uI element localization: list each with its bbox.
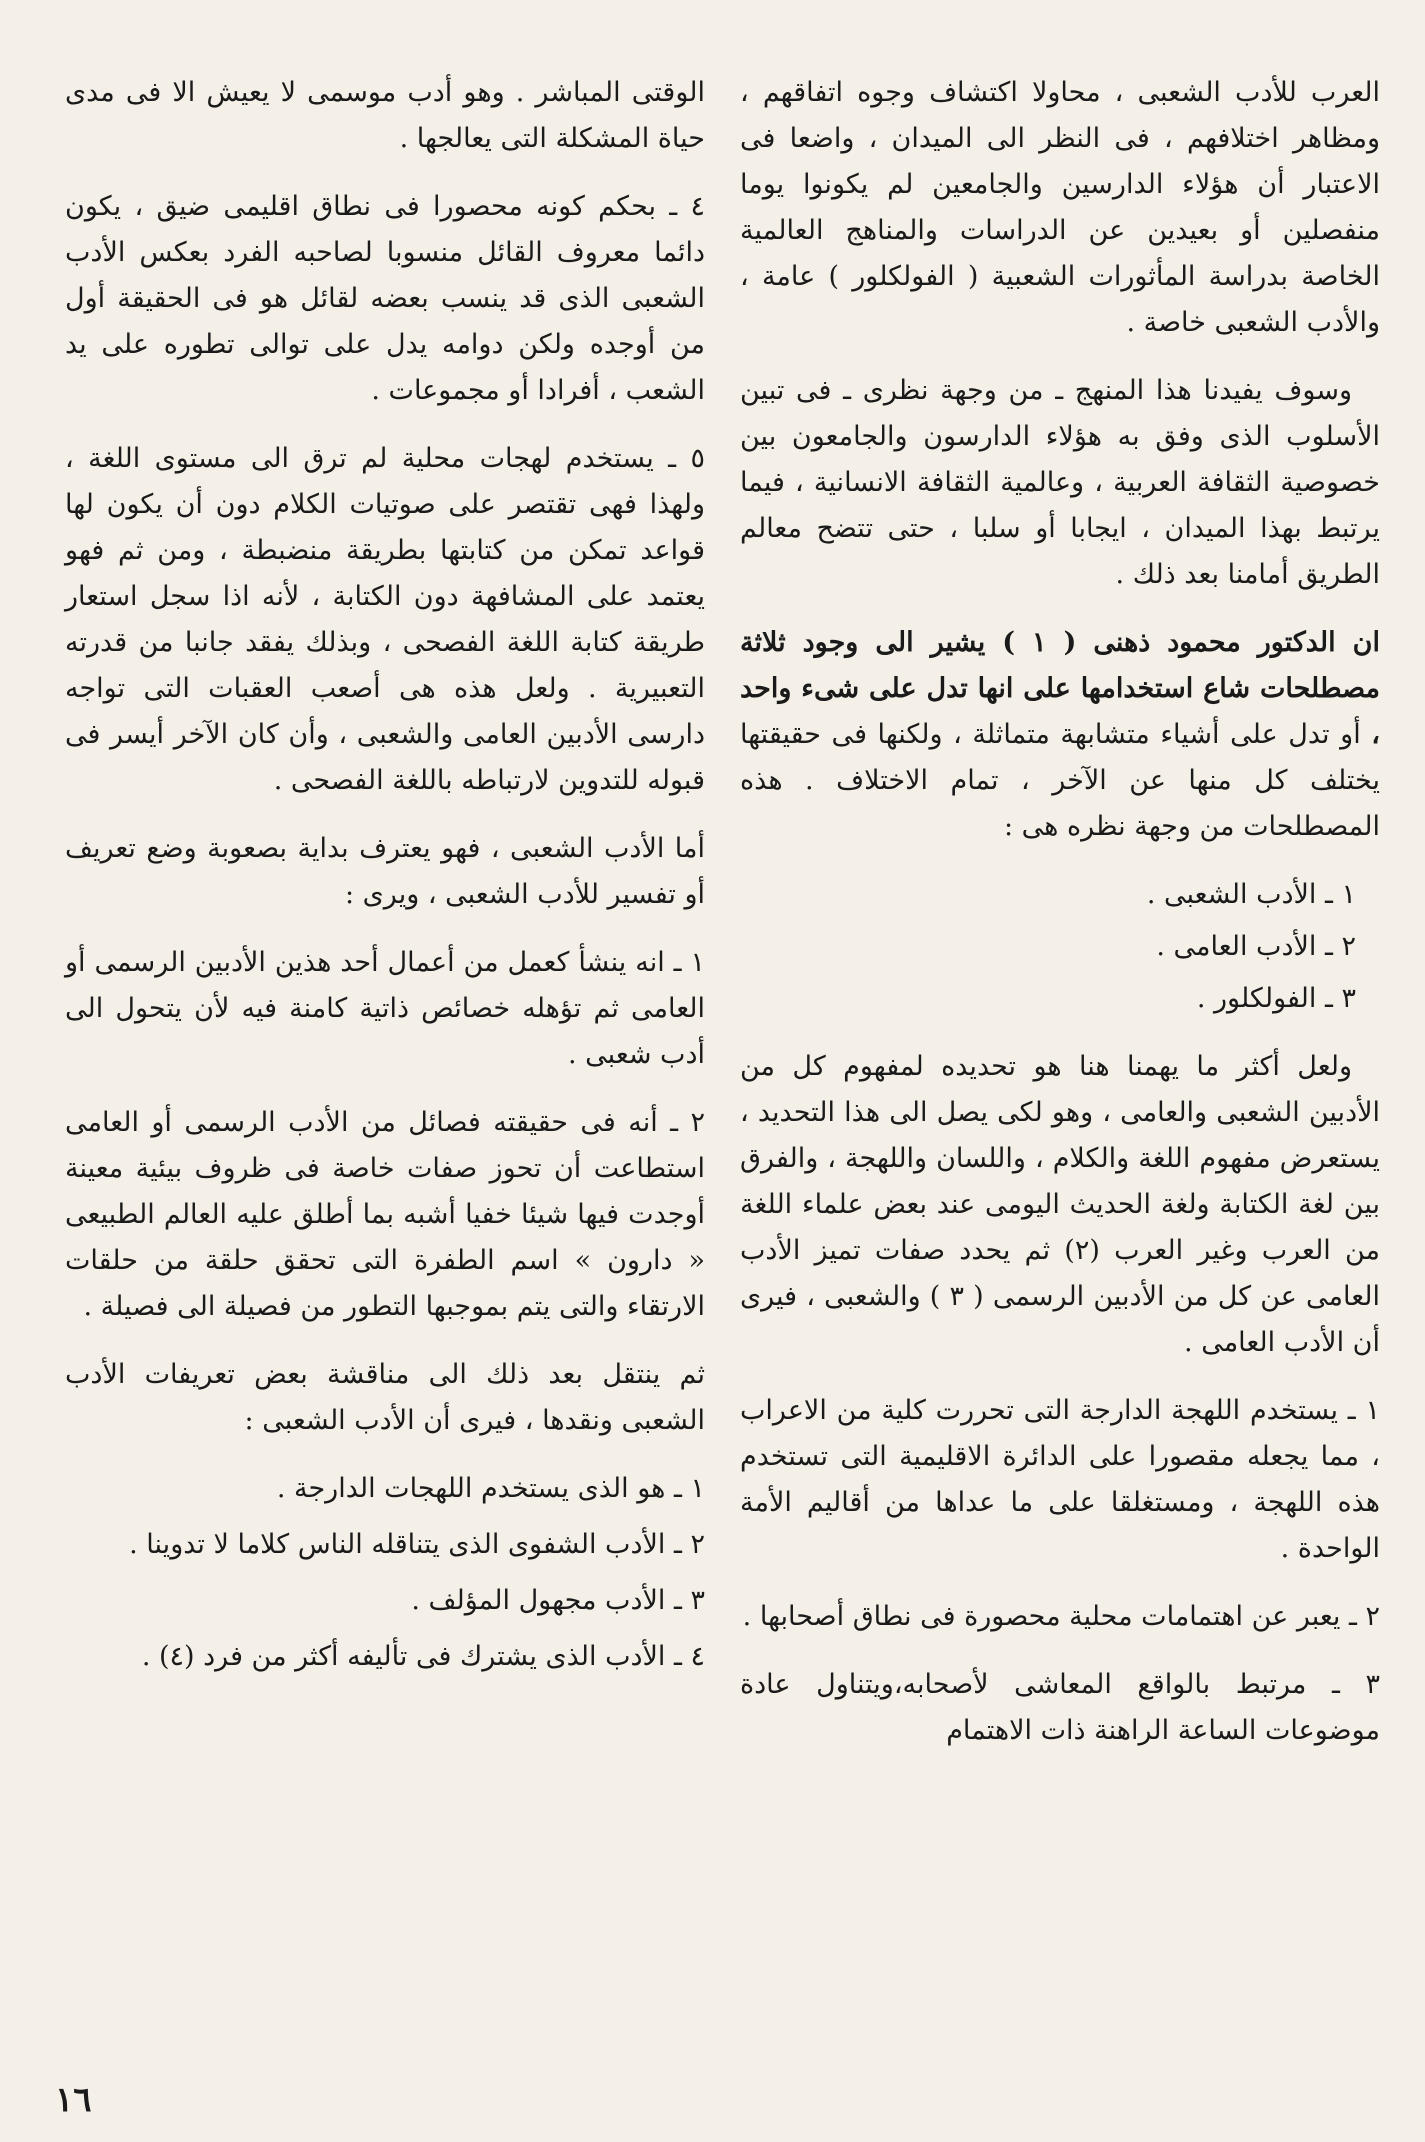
list-item: ٢ ـ الأدب الشفوى الذى يتناقله الناس كلاما لا تدوينا . [129, 1529, 705, 1560]
paragraph: ٢ ـ يعبر عن اهتمامات محلية محصورة فى نطاق أصحابها . [742, 1601, 1380, 1632]
list-item: ١ ـ الأدب الشعبى . [1146, 879, 1356, 910]
paragraph: ١ ـ يستخدم اللهجة الدارجة التى تحررت كلية من الاعراب ، مما يجعله مقصورا على الدائرة الاقليمية التى تستخدم هذه اللهجة ، ومستغلقا على ما عداها من أقاليم الأمة الواحدة . [740, 1395, 1380, 1564]
paragraph-text: أو تدل على أشياء متشابهة متماثلة ، ولكنها فى حقيقتها يختلف كل منها عن الآخر ، تمام الاختلاف . هذه المصطلحات من وجهة نظره هى : [740, 719, 1380, 842]
paragraph: ولعل أكثر ما يهمنا هنا هو تحديده لمفهوم كل من الأدبين الشعبى والعامى ، وهو لكى يصل الى هذا التحديد ، يستعرض مفهوم اللغة والكلام ، واللسان واللهجة ، والفرق بين لغة الكتابة ولغة الحديث اليومى عند بعض علماء اللغة من العرب وغير العرب (٢) ثم يحدد صفات تميز الأدب العامى عن كل من الأدبين الرسمى ( ٣ ) والشعبى ، فيرى أن الأدب العامى . [740, 1051, 1380, 1358]
bold-lead-sentence: ان الدكتور محمود ذهنى ( ١ ) يشير الى وجود ثلاثة مصطلحات شاع استخدامها على انها تدل على شىء واحد ، [740, 627, 1381, 750]
page-number: ١٦ [55, 2080, 92, 2120]
paragraph: أما الأدب الشعبى ، فهو يعترف بداية بصعوبة وضع تعريف أو تفسير للأدب الشعبى ، ويرى : [65, 833, 705, 910]
paragraph: ٣ ـ مرتبط بالواقع المعاشى لأصحابه،ويتناول عادة موضوعات الساعة الراهنة ذات الاهتمام [740, 1669, 1380, 1746]
paragraph: وسوف يفيدنا هذا المنهج ـ من وجهة نظرى ـ فى تبين الأسلوب الذى وفق به هؤلاء الدارسون والجامعون بين خصوصية الثقافة العربية ، وعالمية الثقافة الانسانية ، فيما يرتبط بهذا الميدان ، ايجابا أو سلبا ، حتى تتضح معالم الطريق أمامنا بعد ذلك . [740, 375, 1380, 590]
paragraph [740, 620, 1380, 850]
paragraph: ٤ ـ بحكم كونه محصورا فى نطاق اقليمى ضيق ، يكون دائما معروف القائل منسوبا لصاحبه الفرد بعكس الأدب الشعبى الذى قد ينسب بعضه لقائل هو فى الحقيقة أول من أوجده ولكن دوامه يدل على توالى تطوره على يد الشعب ، أفرادا أو مجموعات . [65, 191, 705, 406]
paragraph: ثم ينتقل بعد ذلك الى مناقشة بعض تعريفات الأدب الشعبى ونقدها ، فيرى أن الأدب الشعبى : [65, 1359, 705, 1436]
paragraph: ١ ـ انه ينشأ كعمل من أعمال أحد هذين الأدبين الرسمى أو العامى ثم تؤهله خصائص ذاتية كامنة فيه لأن يتحول الى أدب شعبى . [65, 947, 705, 1070]
list-item: ٤ ـ الأدب الذى يشترك فى تأليفه أكثر من فرد (٤) . [141, 1641, 705, 1672]
left-column [65, 70, 705, 1690]
list-item: ٣ ـ الفولكلور . [1196, 983, 1356, 1014]
paragraph: العرب للأدب الشعبى ، محاولا اكتشاف وجوه اتفاقهم ، ومظاهر اختلافهم ، فى النظر الى الميدان ، واضعا فى الاعتبار أن هؤلاء الدارسين والجامعين لم يكونوا يوما منفصلين أو بعيدين عن الدراسات والمناهج العالمية الخاصة بدراسة المأثورات الشعبية ( الفولكلور ) عامة ، والأدب الشعبى خاصة . [740, 77, 1380, 338]
list-item: ١ ـ هو الذى يستخدم اللهجات الدارجة . [276, 1473, 705, 1504]
right-column [740, 70, 1380, 1776]
paragraph: ٥ ـ يستخدم لهجات محلية لم ترق الى مستوى اللغة ، ولهذا فهى تقتصر على صوتيات الكلام دون أن يكون لها قواعد تمكن من كتابتها بطريقة منضبطة ، ومن ثم فهو يعتمد على المشافهة دون الكتابة ، لأنه اذا سجل استعار طريقة كتابة اللغة الفصحى ، وبذلك يفقد جانبا من قدرته التعبيرية . ولعل هذه هى أصعب العقبات التى تواجه دارسى الأدبين العامى والشعبى ، وأن كان الآخر أيسر فى قبوله للتدوين لارتباطه باللغة الفصحى . [65, 443, 705, 796]
paragraph: الوقتى المباشر . وهو أدب موسمى لا يعيش الا فى مدى حياة المشكلة التى يعالجها . [65, 77, 705, 154]
paragraph: ٢ ـ أنه فى حقيقته فصائل من الأدب الرسمى أو العامى استطاعت أن تحوز صفات خاصة فى ظروف بيئية معينة أوجدت فيها شيئا خفيا أشبه بما أطلق عليه العالم الطبيعى « دارون » اسم الطفرة التى تحقق حلقة من حلقات الارتقاء والتى يتم بموجبها التطور من فصيلة الى فصيلة . [65, 1107, 705, 1322]
list-item: ٣ ـ الأدب مجهول المؤلف . [411, 1585, 705, 1616]
list-item: ٢ ـ الأدب العامى . [1156, 931, 1356, 962]
